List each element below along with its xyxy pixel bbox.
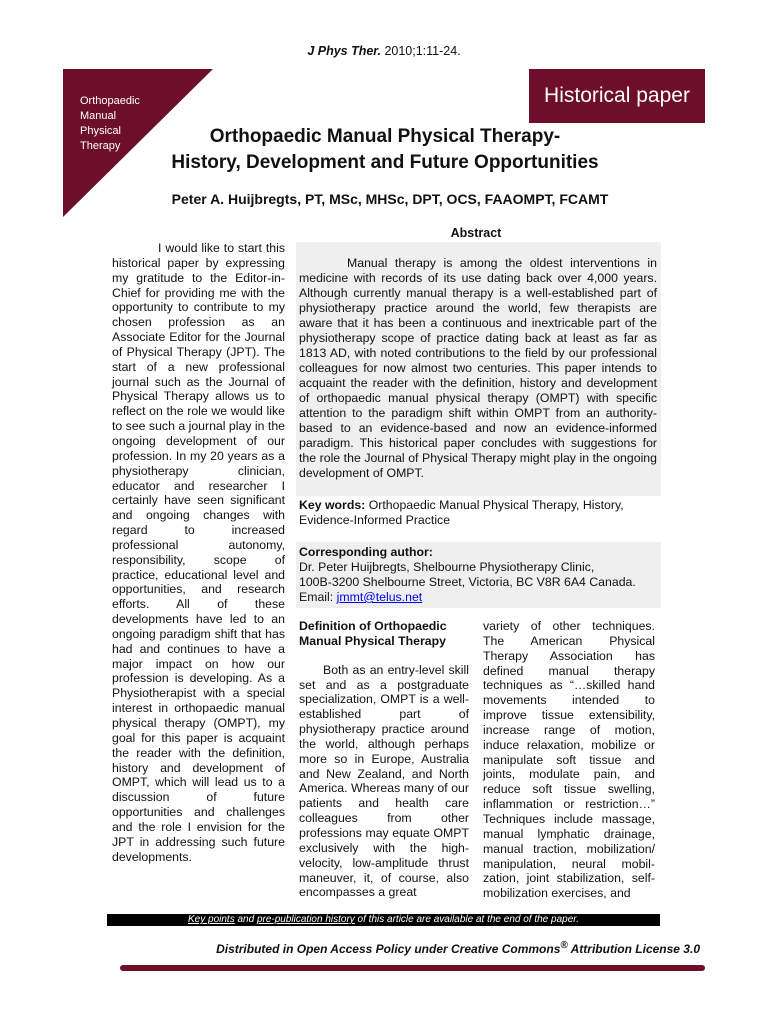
corresponding-line: Dr. Peter Huijbregts, Shelbourne Physiotherapy Clinic, — [299, 560, 595, 574]
email-label: Email: — [299, 590, 337, 604]
key-points-bar — [107, 914, 660, 926]
bar-rest: of this article are available at the end of the paper. — [354, 914, 579, 925]
keywords — [299, 498, 657, 528]
title-line: Orthopaedic Manual Physical Therapy- — [209, 126, 561, 147]
author-credentials: , PT, MSc, MHSc, DPT, OCS, FAAOMPT, FCAMT — [297, 191, 609, 207]
author-name: Peter A. Huijbregts — [171, 191, 298, 207]
citation — [0, 44, 768, 58]
corresponding-author — [299, 545, 657, 605]
license-text-2: Attribution License 3.0 — [567, 942, 700, 956]
bar-and: and — [234, 914, 257, 925]
right-column-text: variety of other techniques. The American Physical Therapy Association has defined manual therapy techniques as “…skilled hand movements intended to improve tissue extensibility, increase range of motion, induce relaxation, mobilize or manipulate soft tissue and joints, modulate pain, and reduce soft tissue swelling, inflammation or restriction…” Techniques include massage, manual lymphatic drainage, manual traction, mobilization/ manipulation, neural mobil-zation, joint stabilization, self-mobilization exercises, and — [483, 619, 655, 901]
right-column — [483, 619, 655, 901]
license-line — [0, 940, 700, 956]
title-line: History, Development and Future Opportunities — [171, 152, 599, 173]
license-text: Distributed in Open Access Policy under Creative Commons — [216, 942, 561, 956]
middle-column — [299, 619, 469, 900]
corner-label-line: Manual — [80, 110, 117, 122]
citation-ref: 2010;1:11-24. — [384, 44, 461, 58]
journal-name: J Phys Ther. — [307, 44, 381, 58]
section-heading: Definition of Orthopaedic Manual Physical Therapy — [299, 619, 447, 648]
corner-label-line: Physical — [80, 125, 121, 137]
author-line — [110, 191, 670, 207]
email-link[interactable]: jmmt@telus.net — [336, 590, 423, 604]
middle-column-text: Both as an entry-level skill set and as a postgraduate specialization, OMPT is a well-established part of physiotherapy practice around the world, although perhaps more so in Europe, Australia and New Zealand, and North America. Whereas many of our patients and health care colleagues from other professions may equate OMPT exclusively with the high-velocity, low-amplitude thrust maneuver, it, of course, also encompasses a great — [299, 662, 469, 900]
left-column-text: I would like to start this historical paper by expressing my gratitude to the Editor-in-Chief for providing me with the opportunity to contribute to my chosen profession as an Associate Editor for the Journal of Physical Therapy (JPT). The start of a new professional journal such as the Journal of Physical Therapy allows us to reflect on the role we would like to see such a journal play in the ongoing development of our profession. In my 20 years as a physiotherapy clinician, educator and researcher I certainly have seen significant and ongoing changes with regard to increased professional autonomy, responsibility, scope of practice, educational level and opportunities, and research efforts. All of these developments have led to an ongoing paradigm shift that has had and continues to have a major impact on how our profession is developing. As a Physiotherapist with a special interest in orthopaedic manual physical therapy (OMPT), my goal for this paper is acquaint the reader with the definition, history and development of OMPT, which will lead us to a discussion of future opportunities and challenges and the role I envision for the JPT in addressing such future developments. — [112, 241, 285, 864]
abstract-text — [299, 256, 657, 481]
footer-rule — [120, 965, 705, 971]
corner-label-line: Therapy — [80, 140, 121, 152]
key-points-link[interactable]: Key points — [188, 914, 235, 925]
corner-label-line: Orthopaedic — [80, 95, 140, 107]
abstract-heading: Abstract — [450, 226, 502, 240]
corresponding-heading: Corresponding author: — [299, 545, 433, 559]
keywords-label: Key words: — [299, 498, 366, 512]
article-type-badge: Historical paper — [529, 69, 705, 123]
corresponding-email-line — [299, 590, 657, 605]
abstract-body: Manual therapy is among the oldest interventions in medicine with records of its use dating back over 4,000 years. Although currently manual therapy is a well-established part of physiotherapy practice around the world, few therapists are aware that it has been a continuous and inextricable part of the physiotherapy scope of practice dating back at least as far as 1813 AD, with noted contributions to the field by our professional colleagues for now almost two centuries. This paper intends to acquaint the reader with the definition, history and development of orthopaedic manual physical therapy (OMPT) with specific attention to the paradigm shift within OMPT from an authority-based to an evidence-based and now an evidence-informed paradigm. This historical paper concludes with suggestions for the role the Journal of Physical Therapy might play in the ongoing development of OMPT. — [299, 256, 657, 480]
prepublication-history-link[interactable]: pre-publication history — [256, 914, 355, 925]
paper-title — [140, 124, 630, 176]
keywords-text: Orthopaedic Manual Physical Therapy, History, Evidence-Informed Practice — [299, 498, 624, 527]
registered-mark: ® — [560, 940, 568, 951]
corresponding-line: 100B-3200 Shelbourne Street, Victoria, BC V8R 6A4 Canada. — [299, 575, 636, 589]
left-column — [112, 241, 285, 864]
